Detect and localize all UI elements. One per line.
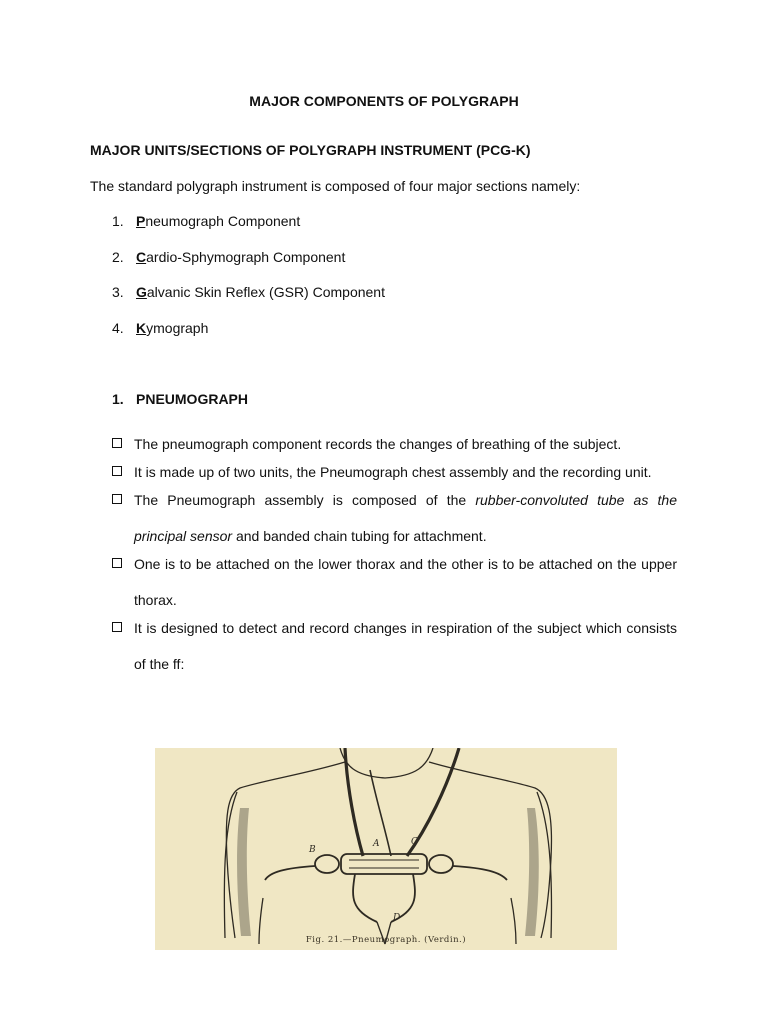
checkbox-bullet-icon <box>112 466 122 476</box>
pneumograph-heading: 1. PNEUMOGRAPH <box>112 391 249 407</box>
label-b: B <box>309 845 316 855</box>
list-item: 3. G alvanic Skin Reflex (GSR) Component <box>112 284 385 300</box>
bullet-item: The Pneumograph assembly is composed of the rubber-convoluted tube as the principal sensor and banded chain tubing for attachment. <box>112 482 677 554</box>
document-title: MAJOR COMPONENTS OF POLYGRAPH <box>249 93 519 109</box>
list-item: 1. P neumograph Component <box>112 213 301 229</box>
label-c: C <box>411 837 418 847</box>
components-list <box>112 213 385 355</box>
list-item: 2. C ardio-Sphymograph Component <box>112 248 346 265</box>
pneumograph-figure <box>155 748 617 950</box>
checkbox-bullet-icon <box>112 622 122 632</box>
label-d: D <box>393 913 401 923</box>
bullet-item: One is to be attached on the lower thorax and the other is to be attached on the upper thorax. <box>112 546 677 618</box>
checkbox-bullet-icon <box>112 494 122 504</box>
checkbox-bullet-icon <box>112 558 122 568</box>
list-item: 4. K ymograph <box>112 319 209 336</box>
checkbox-bullet-icon <box>112 438 122 448</box>
bullet-item: It is made up of two units, the Pneumograph chest assembly and the recording unit. <box>112 454 677 490</box>
intro-paragraph: The standard polygraph instrument is composed of four major sections namely: <box>90 178 581 194</box>
pneumograph-bullets <box>112 426 677 682</box>
label-a: A <box>373 839 380 849</box>
figure-caption: Fig. 21.—Pneumograph. (Verdin.) <box>305 935 467 945</box>
pneumograph-illustration <box>155 748 617 950</box>
bullet-item: The pneumograph component records the changes of breathing of the subject. <box>112 426 677 462</box>
bullet-item: It is designed to detect and record changes in respiration of the subject which consists of the ff: <box>112 610 677 682</box>
section-heading: MAJOR UNITS/SECTIONS OF POLYGRAPH INSTRUMENT (PCG-K) <box>90 142 531 158</box>
